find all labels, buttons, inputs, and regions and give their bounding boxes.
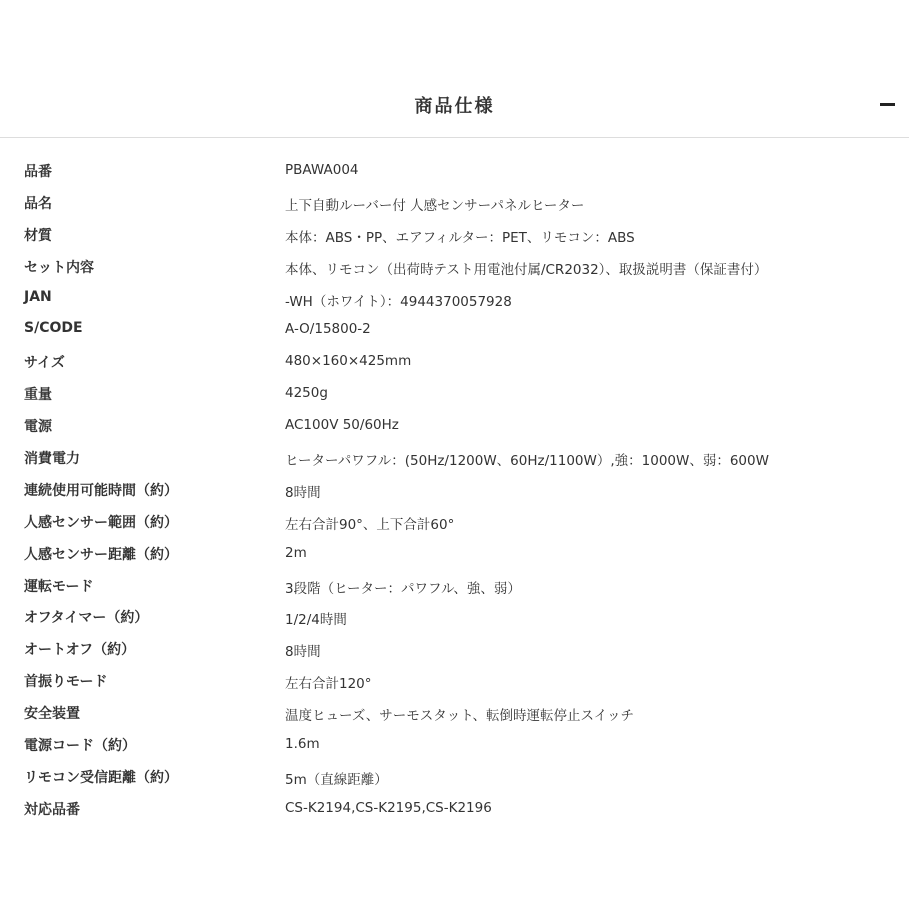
spec-value: 3段階（ヒーター：パワフル、強、弱） <box>285 580 521 597</box>
spec-value: 4250g <box>285 385 328 402</box>
spec-row <box>0 410 909 442</box>
spec-row <box>0 219 909 251</box>
spec-row <box>0 570 909 602</box>
spec-label: 材質 <box>24 227 52 244</box>
spec-value: 左右合計90°、上下合計60° <box>285 516 455 533</box>
spec-label: 対応品番 <box>24 801 80 818</box>
spec-label: 安全装置 <box>24 706 80 723</box>
spec-value: 2m <box>285 544 307 561</box>
spec-value: 左右合計120° <box>285 676 372 693</box>
spec-label: 首振りモード <box>24 674 108 691</box>
spec-value: 上下自動ルーバー付 人感センサーパネルヒーター <box>285 197 585 214</box>
spec-label: 電源コード（約） <box>24 738 136 755</box>
minus-icon <box>880 103 895 106</box>
spec-value: A-O/15800-2 <box>285 321 371 338</box>
spec-label: セット内容 <box>24 259 94 276</box>
spec-value: 480×160×425mm <box>285 353 412 370</box>
spec-label: リモコン受信距離（約） <box>24 769 178 786</box>
spec-label: JAN <box>24 288 52 305</box>
spec-value: -WH（ホワイト）：4944370057928 <box>285 293 512 310</box>
spec-row <box>0 761 909 793</box>
spec-value: 1.6m <box>285 736 320 753</box>
spec-label: 品名 <box>24 195 52 212</box>
spec-row <box>0 506 909 538</box>
spec-value: 8時間 <box>285 644 321 661</box>
spec-row <box>0 155 909 187</box>
spec-label: 重量 <box>24 387 52 404</box>
spec-label: 運転モード <box>24 578 94 595</box>
spec-row <box>0 314 909 346</box>
spec-value: 温度ヒューズ、サーモスタット、転倒時運転停止スイッチ <box>285 708 634 725</box>
spec-section-header[interactable] <box>0 70 909 138</box>
spec-value: CS-K2194,CS-K2195,CS-K2196 <box>285 799 492 816</box>
spec-row <box>0 697 909 729</box>
spec-label: 人感センサー距離（約） <box>24 546 178 563</box>
spec-row <box>0 538 909 570</box>
spec-label: 連続使用可能時間（約） <box>24 482 178 499</box>
spec-table <box>0 155 909 825</box>
spec-row <box>0 283 909 315</box>
spec-value: AC100V 50/60Hz <box>285 417 399 434</box>
spec-row <box>0 378 909 410</box>
section-title: 商品仕様 <box>414 96 495 117</box>
spec-value: PBAWA004 <box>285 162 359 178</box>
collapse-button[interactable] <box>877 94 897 114</box>
spec-value: ヒーターパワフル：(50Hz/1200W、60Hz/1100W）,強：1000W、弱：600W <box>285 453 769 470</box>
spec-row <box>0 601 909 633</box>
spec-row <box>0 346 909 378</box>
spec-label: 消費電力 <box>24 451 80 468</box>
spec-label: 品番 <box>24 164 52 180</box>
spec-label: オフタイマー（約） <box>24 610 149 627</box>
spec-row <box>0 633 909 665</box>
spec-value: 5m（直線距離） <box>285 771 388 788</box>
spec-row <box>0 729 909 761</box>
spec-row <box>0 474 909 506</box>
spec-row <box>0 442 909 474</box>
spec-value: 8時間 <box>285 484 321 501</box>
spec-label: サイズ <box>24 355 65 372</box>
spec-row <box>0 251 909 283</box>
spec-label: オートオフ（約） <box>24 642 136 659</box>
spec-value: 本体、リモコン（出荷時テスト用電池付属/CR2032）、取扱説明書（保証書付） <box>285 261 768 278</box>
spec-label: 人感センサー範囲（約） <box>24 514 178 531</box>
spec-value: 1/2/4時間 <box>285 612 347 629</box>
spec-row <box>0 187 909 219</box>
spec-row <box>0 665 909 697</box>
spec-value: 本体：ABS・PP、エアフィルター：PET、リモコン：ABS <box>285 229 635 246</box>
spec-label: S/CODE <box>24 320 83 337</box>
spec-label: 電源 <box>24 419 52 436</box>
spec-row <box>0 793 909 825</box>
